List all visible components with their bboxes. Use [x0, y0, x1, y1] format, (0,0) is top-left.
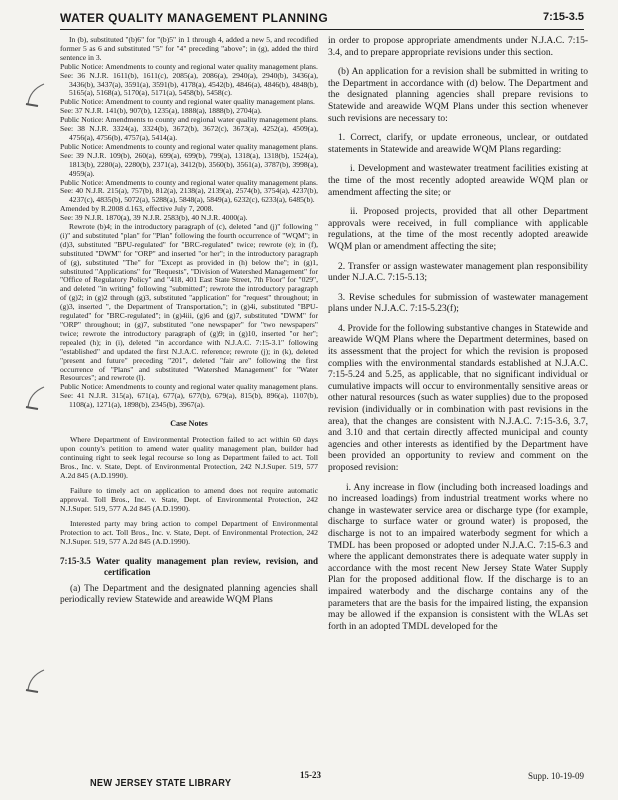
running-header-title: WATER QUALITY MANAGEMENT PLANNING	[60, 11, 329, 25]
public-notice-line: Public Notice: Amendments to county and regional water quality management plans.	[60, 382, 318, 392]
history-line: Amended by R.2008 d.163, effective July 7, 2008.	[60, 204, 214, 214]
item-2: 2. Transfer or assign wastewater management plan responsibility under N.J.A.C. 7:15-5.13;	[328, 261, 588, 284]
history-line: See: 36 N.J.R. 1611(b), 1611(c), 2085(a), 2086(a), 2940(a), 2940(b), 3436(a), 3436(b), 3437(a), 3591(a), 3591(b), 4178(a), 4542(b), 4846(a), 4846(b), 4848(b), 5165(a), 5168(a), 5170(a), 5171(a), 5458(b), 5458(c).	[60, 70, 318, 98]
paragraph-b: (b) An application for a revision shall be submitted in writing to the Department in accordance with (d) below. The Department and the designated planning agencies shall prepare revisions to Statewide and areawide WQM Plans under this section whenever such revisions are necessary to:	[328, 67, 588, 124]
case-notes-heading: Case Notes	[170, 419, 208, 429]
page-number: 15-23	[300, 770, 321, 780]
continuation-paragraph: in order to propose appropriate amendments under N.J.A.C. 7:15-3.4, and to prepare appropriate revisions under this section.	[328, 36, 588, 58]
section-heading: 7:15-3.5 Water quality management plan review, revision, and certification	[60, 555, 318, 577]
case-note: Failure to timely act on application to amend does not require automatic approval. Toll Bros., Inc. v. State, Dept. of Environmental Protection, 242 N.J.Super. 519, 577 A.2d 845 (A.D.1990).	[60, 485, 318, 513]
running-header	[60, 8, 584, 30]
history-line: Public Notice: Amendments to county and regional water quality management plans.	[60, 61, 318, 71]
case-note: Where Department of Environmental Protection failed to act within 60 days upon county's petition to amend water quality management plan, builder had continuing right to seek legal recourse so long as Department failed to act. Toll Bros., Inc. v. State, Dept. of Environmental Protection, 242 N.J.Super. 519, 577 A.2d 845 (A.D.1990).	[60, 434, 318, 480]
history-line: See: 37 N.J.R. 141(b), 907(b), 1235(a), 1888(a), 1888(b), 2704(a).	[60, 106, 262, 116]
item-4-i: i. Any increase in flow (including both increased loadings and no increased loadings) from industrial treatment works where no change in wastewater service area or discharge type (for example, discharge to surface water or ground water) is proposed, the discharge is not to an impaired waterbody segment for which a TMDL has been proposed or adopted under N.J.A.C. 7:15-6.3 and where the applicant demonstrates there is adequate water supply in accordance with the most recent New Jersey State Water Supply Plan for the proposed additional flow. If the discharge is to an impaired waterbody and the discharge contains any of the parameters that are the basis for the impaired listing, the expansion may be allowed if the expansion is consistent with the WLAs set forth in an adopted TMDL developed for the	[328, 482, 588, 632]
binder-hole-mark-middle	[24, 385, 46, 411]
history-line: See: 39 N.J.R. 109(b), 260(a), 699(a), 699(b), 799(a), 1318(a), 1318(b), 1524(a), 1813(b), 2280(a), 2280(b), 2371(a), 3412(b), 3560(b), 3561(a), 3787(b), 3998(a), 4959(a).	[60, 150, 318, 178]
left-column	[60, 36, 318, 754]
header-rule	[60, 29, 584, 30]
item-1: 1. Correct, clarify, or update erroneous, unclear, or outdated statements in Statewide and areawide WQM Plans regarding:	[328, 133, 588, 155]
library-stamp: NEW JERSEY STATE LIBRARY	[90, 778, 232, 789]
case-note: Interested party may bring action to compel Department of Environmental Protection to act. Toll Bros., Inc. v. State, Dept. of Environmental Protection, 242 N.J.Super. 519, 577 A.2d 845 (A.D.1990).	[60, 518, 318, 546]
item-4: 4. Provide for the following substantive changes in Statewide and areawide WQM Plans where the Department determines, based on its assessment that the project for which the revision is proposed complies with the environmental standards established at N.J.A.C. 7:15-5.24 and 5.25, as applicable, that no significant individual or cumulative impacts will occur to environmentally sensitive areas or other natural resources (such as water supplies) due to the proposed revision (individually or in combination with past revisions in the area), that the changes are consistent with N.J.A.C. 7:15-3.6, 3.7, and 3.10 and that certain directly affected municipal and county agencies and other interests as identified by the Department have been provided an opportunity to review and comment on the proposed revision:	[328, 323, 588, 473]
item-3: 3. Revise schedules for submission of wastewater management plans under N.J.A.C. 7:15-5.23(f);	[328, 292, 588, 315]
history-line: See: 39 N.J.R. 1870(a), 39 N.J.R. 2583(b), 40 N.J.R. 4000(a).	[60, 213, 248, 223]
supplement-date: Supp. 10-19-09	[528, 771, 584, 781]
history-line: See: 38 N.J.R. 3324(a), 3324(b), 3672(b), 3672(c), 3673(a), 4252(a), 4509(a), 4756(a), 4756(b), 4757(a), 5414(a).	[60, 124, 318, 142]
history-line: See: 40 N.J.R. 215(a), 757(b), 812(a), 2138(a), 2139(a), 2574(b), 3754(a), 4237(b), 4237(c), 4835(b), 5072(a), 5288(a), 5848(a), 5849(a), 6232(c), 6233(a), 6485(b).	[60, 186, 318, 205]
binder-hole-mark-top	[24, 82, 46, 108]
history-line: Public Notice: Amendment to county and regional water quality management plans.	[60, 97, 315, 107]
running-header-section-number: 7:15-3.5	[543, 11, 584, 23]
history-line: Public Notice: Amendments to county and regional water quality management plans.	[60, 177, 318, 187]
history-line: In (b), substituted "(b)6" for "(b)5" in 1 through 4, added a new 5, and recodified former 5 as 6 and substituted "5" for "4" preceding "above"; in (g), added the third sentence in 3.	[60, 36, 318, 62]
item-1-ii: ii. Proposed projects, provided that all other Department approvals were received, in full compliance with applicable regulations, at the time of the most recently adopted areawide WQM plan or amendment affecting the site;	[328, 207, 588, 252]
see-citation-line: See: 41 N.J.R. 315(a), 671(a), 677(a), 677(b), 679(a), 815(b), 896(a), 1107(b), 1108(a), 1271(a), 1898(b), 2345(b), 3967(a).	[60, 391, 318, 410]
binder-hole-mark-bottom	[24, 668, 46, 694]
rewrite-paragraph: Rewrote (b)4; in the introductory paragraph of (c), deleted "and (j)" following "(i)" and substituted "plan" for "Plan" following the fourth occurrence of "WQM"; in (d)3, substituted "BPU-regulated" for "BRC-regulated" twice; rewrote (e); in (f), substituted "DWM" for "ORP" and inserted "or her"; in the introductory paragraph of (g), substituted "The" for "Except as provided in (h) below the"; in (g)1, substituted "Applications" for "Requests", "Division of Watershed Management" for "Office of Regulatory Policy" and "418, 401 East State Street, 7th Floor" for "029", and deleted "in writing" following "submitted"; rewrote the introductory paragraph of (g)2; in (g)2 through (g)3, substituted "application" for "request" throughout; in (g)3, inserted ", the Department of Transportation,"; in (g)4i, substituted "BPU-regulated" for "BRC-regulated"; in (g)4iii, (g)6 and (g)7, substituted "DWM" for "ORP" throughout; in (g)7, substituted "one newspaper" for "two newspapers" twice; rewrote the introductory paragraph of (g)9; in (g)10, inserted "or her"; repealed (h); in (i), deleted "in accordance with N.J.A.C. 7:15-3.1" following "established" and updated the first N.J.A.C. reference; rewrote (j); in (k), deleted "present and future" preceding "201", deleted "fair are" following the first occurrence of "Plans" and substituted "Watershed Management" for "Water Resources"; and rewrote (l).	[60, 222, 318, 383]
right-column	[328, 36, 588, 754]
item-1-i: i. Development and wastewater treatment facilities existing at the time of the most recently adopted areawide WQM plan or amendment affecting the site; or	[328, 164, 588, 198]
history-line: Public Notice: Amendments to county and regional water quality management plans.	[60, 115, 318, 125]
history-line: Public Notice: Amendments to county and regional water quality management plans.	[60, 141, 318, 151]
section-paragraph-a: (a) The Department and the designated planning agencies shall periodically review Statewide and areawide WQM Plans	[60, 583, 318, 606]
